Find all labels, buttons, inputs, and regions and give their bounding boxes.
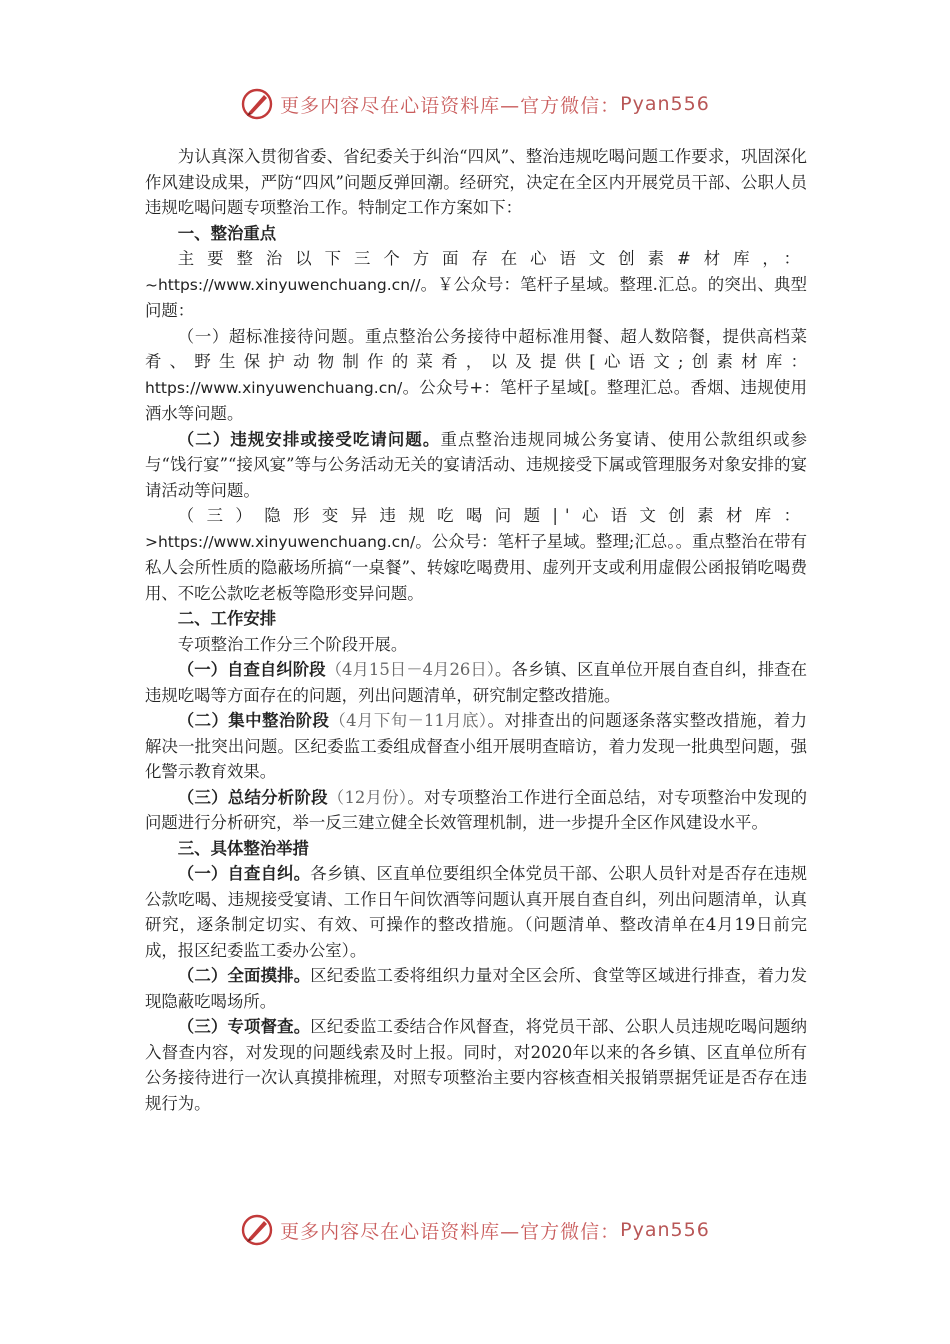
stage-date: （4月15日－4月26日） (325, 660, 496, 679)
stage-title: （三）总结分析阶段 (177, 787, 328, 807)
measure-title: （三）专项督查。 (177, 1017, 311, 1036)
measure-paragraph: （二）全面摸排。区纪委监工委将组织力量对全区会所、食堂等区域进行排查，着力发现隐蔽吃喝场所。 (145, 966, 807, 1011)
pen-logo-icon (240, 87, 274, 121)
banner-wechat-id: Pyan556 (620, 93, 710, 115)
section1-item1: （一）超标准接待问题。重点整治公务接待中超标准用餐、超人数陪餐，提供高档菜肴、野生保护动物制作的菜肴，以及提供[心语文;创素材库：https://www.xinyuwenchuang.cn/。公众号+：笔杆子星域[。整理汇总。香烟、违规使用酒水等问题。 (145, 326, 807, 423)
pen-logo-icon (240, 1213, 274, 1247)
section1-item3: （三）隐形变异违规吃喝问题|'心语文创素材库：>https://www.xinyuwenchuang.cn/。公众号：笔杆子星域。整理;汇总。。重点整治在带有私人会所性质的隐蔽场所搞“一桌餐”、转嫁吃喝费用、虚列开支或利用虚假公函报销吃喝费用、不吃公款吃老板等隐形变异问题。 (145, 506, 807, 603)
section1-item2: （二）违规安排或接受吃请问题。重点整治违规同城公务宴请、使用公款组织或参与“饯行宴”“接风宴”等与公务活动无关的宴请活动、违规接受下属或管理服务对象安排的宴请活动等问题。 (145, 429, 808, 500)
measure-title: （二）全面摸排。 (177, 966, 311, 985)
intro-paragraph: 为认真深入贯彻省委、省纪委关于纠治“四风”、整治违规吃喝问题工作要求，巩固深化作风建设成果，严防“四风”问题反弹回潮。经研究，决定在全区内开展党员干部、公职人员违规吃喝问题专项整治工作。特制定工作方案如下： (145, 147, 807, 217)
measure-title: （一）自查自纠。 (177, 864, 311, 883)
section2-heading: 二、工作安排 (177, 609, 277, 628)
banner-text: 更多内容尽在心语资料库—官方微信： (280, 1220, 621, 1243)
banner-text: 更多内容尽在心语资料库—官方微信： (280, 94, 621, 117)
stage-paragraph: （二）集中整治阶段（4月下旬－11月底）。对排查出的问题逐条落实整改措施，着力解决一批突出问题。区纪委监工委组成督查小组开展明查暗访，着力发现一批典型问题，强化警示教育效果。 (145, 711, 808, 781)
section1-lead: 主要整治以下三个方面存在心语文创素#材库，：~https://www.xinyuwenchuang.cn//。￥公众号：笔杆子星域。整理.汇总。的突出、典型问题： (145, 249, 807, 320)
section3-heading: 三、具体整治举措 (177, 838, 309, 858)
item3-url-text: >https://www.xinyuwenchuang.cn/ (145, 532, 416, 551)
footer-banner (0, 1210, 950, 1250)
stage-date: （12月份） (327, 787, 408, 807)
item2-title: （二）违规安排或接受吃请问题。 (177, 429, 441, 449)
section2-lead: 专项整治工作分三个阶段开展。 (177, 634, 408, 654)
item1-url-text: https://www.xinyuwenchuang.cn/ (145, 378, 403, 397)
stage-date: （4月下旬－11月底） (329, 711, 488, 730)
measure-paragraph: （一）自查自纠。各乡镇、区直单位要组织全体党员干部、公职人员针对是否存在违规公款吃喝、违规接受宴请、工作日午间饮酒等问题认真开展自查自纠，列出问题清单，认真研究，逐条制定切实、有效、可操作的整改措施。（问题清单、整改清单在4月19日前完成，报区纪委监工委办公室）。 (145, 864, 807, 960)
measure-paragraph: （三）专项督查。区纪委监工委结合作风督查，将党员干部、公职人员违规吃喝问题纳入督查内容，对发现的问题线索及时上报。同时，对2020年以来的各乡镇、区直单位所有公务接待进行一次认真摸排梳理，对照专项整治主要内容核查相关报销票据凭证是否存在违规行为。 (145, 1017, 807, 1113)
stage-paragraph: （一）自查自纠阶段（4月15日－4月26日）。各乡镇、区直单位开展自查自纠，排查在违规吃喝等方面存在的问题，列出问题清单，研究制定整改措施。 (145, 660, 807, 705)
lead-url-text: ~https://www.xinyuwenchuang.cn// (145, 275, 421, 294)
stage-title: （一）自查自纠阶段 (177, 660, 326, 679)
section1-heading: 一、整治重点 (177, 223, 277, 243)
header-banner (0, 84, 950, 124)
stage-paragraph: （三）总结分析阶段（12月份）。对专项整治工作进行全面总结，对专项整治中发现的问题进行分析研究，举一反三建立健全长效管理机制，进一步提升全区作风建设水平。 (145, 787, 808, 832)
banner-wechat-id: Pyan556 (620, 1219, 710, 1241)
document-body (145, 144, 807, 1116)
stage-title: （二）集中整治阶段 (177, 711, 330, 730)
